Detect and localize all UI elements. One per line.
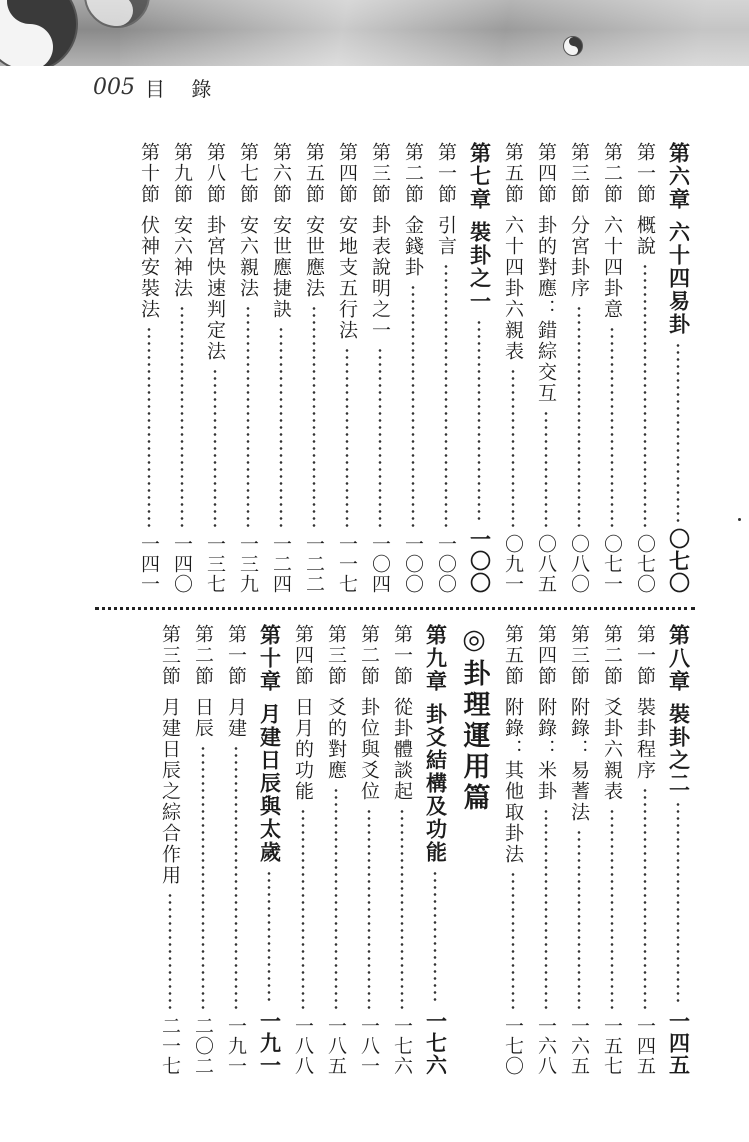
section-number: 第二節	[192, 624, 214, 687]
toc-entry[interactable]	[562, 624, 595, 1076]
section-title: 月建	[225, 697, 247, 739]
page-ref: 〇七〇	[634, 534, 656, 594]
dot-leader	[319, 787, 352, 1010]
section-title: 卦宮快速判定法	[204, 215, 226, 362]
section-number: 第五節	[502, 142, 524, 205]
dot-leader	[595, 326, 628, 528]
toc-chapter[interactable]	[462, 142, 496, 594]
page-ref: 一三七	[204, 534, 226, 594]
section-title: 附錄：其他取卦法	[502, 697, 524, 865]
toc-entry[interactable]	[529, 624, 562, 1076]
toc-entry[interactable]	[396, 142, 429, 594]
ink-speck	[738, 518, 741, 521]
toc-chapter[interactable]	[252, 624, 286, 1076]
page-ref: 〇八五	[535, 534, 557, 594]
dot-leader	[165, 305, 198, 528]
page-ref: 一七六	[423, 1010, 448, 1076]
page-ref: 一五七	[601, 1016, 623, 1076]
section-title: 爻的對應	[325, 697, 347, 781]
dot-leader	[186, 745, 219, 1010]
dot-leader	[153, 892, 186, 1010]
section-title: 六十四卦六親表	[502, 215, 524, 362]
dot-leader	[330, 347, 363, 528]
dot-leader	[462, 319, 496, 522]
dot-leader	[529, 410, 562, 528]
dot-leader	[429, 263, 462, 528]
section-title: 概說	[634, 215, 656, 257]
section-title: 裝卦程序	[634, 697, 656, 781]
page-ref: 一〇〇	[402, 534, 424, 594]
toc-entry[interactable]	[231, 142, 264, 594]
toc-entry[interactable]	[385, 624, 418, 1076]
dot-leader	[628, 263, 661, 528]
toc-entry[interactable]	[198, 142, 231, 594]
section-number: 第五節	[303, 142, 325, 205]
section-title: 卦位與爻位	[358, 697, 380, 802]
dot-leader	[252, 870, 286, 1004]
section-title: 附錄：易蓍法	[568, 697, 590, 823]
section-number: 第三節	[325, 624, 347, 687]
toc-entry[interactable]	[264, 142, 297, 594]
toc-entry[interactable]	[628, 624, 661, 1076]
toc-entry[interactable]	[595, 624, 628, 1076]
section-title: 卦表說明之一	[369, 215, 391, 341]
page-ref: 一〇四	[369, 534, 391, 594]
section-number: 第六節	[270, 142, 292, 205]
toc-entry[interactable]	[297, 142, 330, 594]
dot-leader	[286, 808, 319, 1010]
section-number: 第十節	[138, 142, 160, 205]
page-ref: 二〇二	[192, 1016, 214, 1076]
page-ref: 一四一	[138, 534, 160, 594]
section-number: 第三節	[568, 142, 590, 205]
toc-entry[interactable]	[562, 142, 595, 594]
dot-leader	[297, 305, 330, 528]
section-title: 日月的功能	[292, 697, 314, 802]
section-number: 第一節	[634, 624, 656, 687]
chapter-number: 第六章	[666, 142, 691, 211]
toc-section-top	[95, 142, 695, 594]
chapter-title: 六十四易卦	[666, 221, 691, 336]
section-number: 第七節	[237, 142, 259, 205]
toc-entry[interactable]	[363, 142, 396, 594]
section-number: 第一節	[634, 142, 656, 205]
toc-entry[interactable]	[529, 142, 562, 594]
dot-leader	[352, 808, 385, 1010]
section-number: 第四節	[535, 624, 557, 687]
page-ref: 二一七	[159, 1016, 181, 1076]
dot-leader	[661, 342, 695, 522]
chapter-number: 第十章	[257, 624, 282, 693]
section-number: 第二節	[601, 624, 623, 687]
chapter-number: 第八章	[666, 624, 691, 693]
section-number: 第三節	[369, 142, 391, 205]
chapter-title: 卦爻結構及功能	[423, 703, 448, 864]
section-divider	[95, 607, 695, 610]
dot-leader	[219, 745, 252, 1010]
section-title: 日辰	[192, 697, 214, 739]
dot-leader	[396, 284, 429, 528]
section-title: 分宮卦序	[568, 215, 590, 299]
page-title: 目 錄	[145, 76, 222, 101]
page-ref: 〇九一	[502, 534, 524, 594]
section-title: 六十四卦意	[601, 215, 623, 320]
dot-leader	[496, 871, 529, 1010]
section-number: 第三節	[159, 624, 181, 687]
page-ref: 〇七〇	[666, 528, 691, 594]
section-number: 第二節	[402, 142, 424, 205]
toc-chapter[interactable]	[418, 624, 452, 1076]
page-ref: 一三九	[237, 534, 259, 594]
header-banner	[0, 0, 749, 66]
section-number: 第二節	[601, 142, 623, 205]
section-title: 引言	[435, 215, 457, 257]
page-header	[93, 72, 221, 102]
page-ref: 一〇〇	[435, 534, 457, 594]
chapter-title: 裝卦之二	[666, 703, 691, 795]
chapter-title: 月建日辰與太歲	[257, 703, 282, 864]
toc-entry[interactable]	[595, 142, 628, 594]
section-title: 安世應捷訣	[270, 215, 292, 320]
page-ref: 一二二	[303, 534, 325, 594]
dot-leader	[198, 368, 231, 528]
toc-section-bottom	[95, 624, 695, 1076]
toc-chapter[interactable]	[661, 624, 695, 1076]
section-number: 第一節	[435, 142, 457, 205]
section-title: 月建日辰之綜合作用	[159, 697, 181, 886]
dot-leader	[418, 870, 452, 1004]
dot-leader	[661, 801, 695, 1004]
section-title: 安六親法	[237, 215, 259, 299]
dot-leader	[595, 808, 628, 1010]
dot-leader	[562, 829, 595, 1010]
dot-leader	[562, 305, 595, 528]
section-title: 安世應法	[303, 215, 325, 299]
page-ref: 一〇〇	[467, 528, 492, 594]
toc-entry[interactable]	[496, 624, 529, 1076]
toc-entry[interactable]	[165, 142, 198, 594]
toc-part-heading[interactable]	[452, 624, 496, 1076]
page-ref: 一六八	[535, 1016, 557, 1076]
toc-entry[interactable]	[186, 624, 219, 1076]
dot-leader	[628, 787, 661, 1010]
section-title: 卦的對應：錯綜交互	[535, 215, 557, 404]
page-ref: 一七六	[391, 1016, 413, 1076]
toc-entry[interactable]	[352, 624, 385, 1076]
toc-chapter[interactable]	[661, 142, 695, 594]
yin-yang-icon	[563, 36, 583, 56]
page-ref: 一九一	[257, 1010, 282, 1076]
section-number: 第八節	[204, 142, 226, 205]
dot-leader	[264, 326, 297, 528]
section-number: 第二節	[358, 624, 380, 687]
page-ref: 一二四	[270, 534, 292, 594]
toc-entry[interactable]	[330, 142, 363, 594]
page-ref: 一四〇	[171, 534, 193, 594]
chapter-number: 第九章	[423, 624, 448, 693]
section-title: 伏神安裝法	[138, 215, 160, 320]
banner-light-streak	[120, 0, 749, 66]
section-title: 安六神法	[171, 215, 193, 299]
page-number: 005	[93, 74, 135, 100]
section-title: 從卦體談起	[391, 697, 413, 802]
yin-yang-icon	[0, 0, 78, 66]
page-ref: 一六五	[568, 1016, 590, 1076]
section-title: 金錢卦	[402, 215, 424, 278]
page-ref: 一八一	[358, 1016, 380, 1076]
chapter-title: 裝卦之一	[467, 221, 492, 313]
dot-leader	[363, 347, 396, 528]
page-ref: 一九一	[225, 1016, 247, 1076]
section-number: 第三節	[568, 624, 590, 687]
section-number: 第四節	[336, 142, 358, 205]
section-number: 第四節	[535, 142, 557, 205]
toc-entry[interactable]	[319, 624, 352, 1076]
section-title: 安地支五行法	[336, 215, 358, 341]
toc-entry[interactable]	[132, 142, 165, 594]
section-number: 第四節	[292, 624, 314, 687]
page-ref: 一八八	[292, 1016, 314, 1076]
toc-entry[interactable]	[429, 142, 462, 594]
toc-entry[interactable]	[628, 142, 661, 594]
section-title: 附錄：米卦	[535, 697, 557, 802]
page-ref: 〇七一	[601, 534, 623, 594]
section-number: 第一節	[391, 624, 413, 687]
chapter-number: 第七章	[467, 142, 492, 211]
page-ref: 一一七	[336, 534, 358, 594]
toc-entry[interactable]	[219, 624, 252, 1076]
section-number: 第九節	[171, 142, 193, 205]
toc-entry[interactable]	[286, 624, 319, 1076]
dot-leader	[385, 808, 418, 1010]
toc-entry[interactable]	[496, 142, 529, 594]
dot-leader	[496, 368, 529, 528]
page-ref: 一七〇	[502, 1016, 524, 1076]
dot-leader	[529, 808, 562, 1010]
section-title: 爻卦六親表	[601, 697, 623, 802]
section-number: 第五節	[502, 624, 524, 687]
dot-leader	[231, 305, 264, 528]
page-ref: 一四五	[634, 1016, 656, 1076]
section-number: 第一節	[225, 624, 247, 687]
page-ref: 一四五	[666, 1010, 691, 1076]
part-title: ◎卦理運用篇	[458, 624, 490, 814]
page-ref: 〇八〇	[568, 534, 590, 594]
page-ref: 一八五	[325, 1016, 347, 1076]
dot-leader	[132, 326, 165, 528]
toc-entry[interactable]	[153, 624, 186, 1076]
